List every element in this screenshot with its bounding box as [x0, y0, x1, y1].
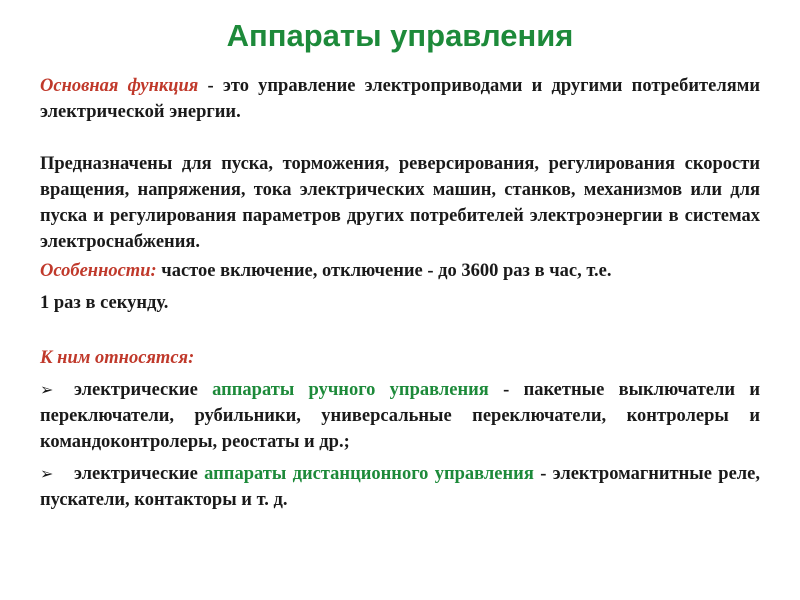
- slide-body: [40, 73, 760, 513]
- includes-heading: К ним относятся:: [40, 348, 195, 368]
- main-function-paragraph: [40, 73, 760, 125]
- features-text: частое включение, отключение - до 3600 раз в час, т.е.: [156, 261, 612, 281]
- features-paragraph: [40, 257, 760, 285]
- main-function-label: Основная функция: [40, 76, 199, 96]
- bullet-manual-control: [40, 377, 760, 455]
- bullet-arrow-icon: ➢: [40, 380, 54, 399]
- bullet-arrow-icon: ➢: [40, 464, 54, 483]
- bullet-manual-pre: электрические: [74, 380, 213, 400]
- bullet-remote-post: - электромагнитные реле, пускатели, контакторы и т. д.: [40, 464, 760, 510]
- bullet-manual-post: - пакетные выключатели и переключатели, рубильники, универсальные переключатели, контролеры и командоконтролеры, реостаты и др.;: [40, 380, 760, 452]
- features-label: Особенности:: [40, 261, 157, 281]
- bullet-remote-pre: электрические: [74, 464, 205, 484]
- bullet-remote-control: [40, 461, 760, 513]
- bullet-manual-highlight: аппараты ручного управления: [212, 380, 489, 400]
- purpose-paragraph: Предназначены для пуска, торможения, реверсирования, регулирования скорости вращения, напряжения, тока электрических машин, станков, механизмов или для пуска и регулирования параметров других потребителей электроэнергии в системах электроснабжения.: [40, 154, 760, 252]
- main-function-text: - это управление электроприводами и другими потребителями электрической энергии.: [40, 76, 760, 122]
- bullet-remote-highlight: аппараты дистанционного управления: [204, 464, 534, 484]
- frequency-paragraph: 1 раз в секунду.: [40, 293, 169, 313]
- slide-title: Аппараты управления: [226, 18, 574, 53]
